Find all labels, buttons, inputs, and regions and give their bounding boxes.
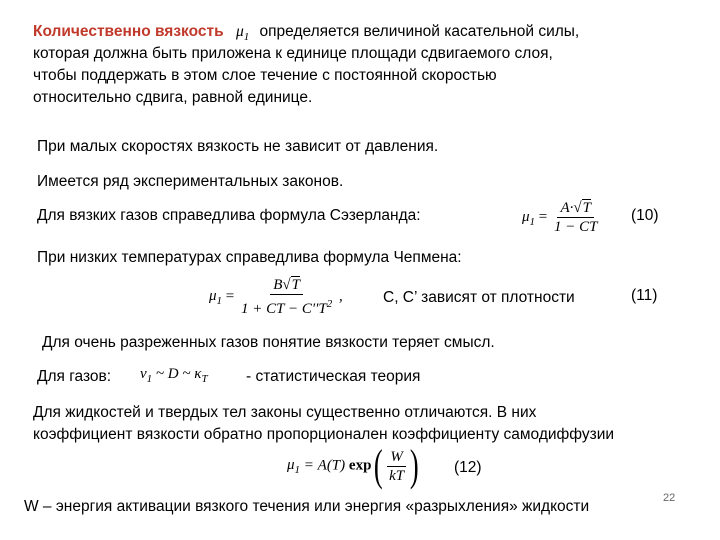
arrhenius-lhs (287, 457, 301, 477)
laws-statement: Имеется ряд экспериментальных законов. (37, 173, 344, 190)
rarefied-statement: Для очень разреженных газов понятие вязкости теряет смысл. (42, 334, 495, 351)
eq-number-12: (12) (454, 459, 482, 476)
chapman-den-main: 1 + CT − C′′T (241, 301, 327, 317)
gases-note: - статистическая теория (246, 368, 421, 385)
arrhenius-formula (287, 441, 422, 490)
sutherland-denominator: 1 − CT (554, 219, 598, 235)
gases-rel: ~ D ~ κ (152, 366, 202, 382)
intro-line-1-rest: определяется величиной касательной силы, (259, 23, 580, 40)
eq-number-11: (11) (631, 287, 658, 304)
sutherland-num-t: T (582, 200, 591, 216)
chapman-mu-sub: 1 (216, 295, 223, 308)
sutherland-lhs (522, 208, 536, 228)
arrhenius-numerator: W (387, 448, 406, 467)
chapman-lhs (209, 288, 223, 308)
sutherland-formula (522, 199, 600, 236)
chapman-fraction (238, 276, 335, 318)
chapman-denominator (238, 295, 335, 318)
sutherland-text: Для вязких газов справедлива формула Сэзерланда: (37, 207, 421, 224)
intro-line-3: чтобы поддержать в этом слое течение с постоянной скоростью (33, 67, 497, 84)
chapman-den-exp: 2 (326, 298, 333, 310)
intro-line-4: относительно сдвига, равной единице. (33, 89, 313, 106)
liquids-line-1: Для жидкостей и твердых тел законы существенно отличаются. В них (33, 404, 537, 421)
page-number: 22 (663, 492, 676, 504)
chapman-equals: = (225, 288, 235, 305)
chapman-text: При низких температурах справедлива формула Чепмена: (37, 249, 462, 266)
sutherland-mu-sub: 1 (529, 215, 536, 228)
chapman-comma: , (338, 288, 343, 305)
gases-relation (140, 366, 208, 385)
pressure-statement: При малых скоростях вязкость не зависит от давления. (37, 138, 439, 155)
sutherland-num-a: A· (560, 200, 574, 216)
sutherland-mu: μ (522, 208, 530, 225)
chapman-note: C, C’ зависят от плотности (383, 289, 575, 306)
arrhenius-mu: μ (287, 457, 295, 474)
liquids-line-2: коэффициент вязкости обратно пропорционален коэффициенту самодиффузии (33, 426, 615, 443)
intro-line-2: которая должна быть приложена к единице площади сдвигаемого слоя, (33, 45, 553, 62)
arrhenius-exp: exp (348, 457, 372, 474)
gases-label: Для газов: (37, 368, 112, 385)
chapman-numerator: B√T (270, 276, 303, 295)
chapman-num-t: T (291, 277, 300, 293)
arrhenius-mu-sub: 1 (294, 464, 301, 477)
mu-subscript: 1 (243, 31, 250, 44)
mu-letter: μ (235, 23, 244, 40)
arrhenius-rhs: = A(T) (303, 457, 346, 474)
arrhenius-fraction (386, 448, 407, 485)
nu-letter: ν (140, 366, 147, 382)
viscosity-term: Количественно вязкость (33, 23, 224, 40)
nu-sub: 1 (146, 373, 153, 385)
chapman-num-b: B (273, 277, 283, 293)
kappa-sub: T (201, 373, 208, 385)
right-paren: ) (409, 441, 419, 490)
sutherland-equals: = (538, 208, 548, 225)
footer-note: W – энергия активации вязкого течения или энергия «разрыхления» жидкости (24, 498, 590, 515)
mu-symbol (235, 23, 250, 44)
arrhenius-denominator: kT (389, 467, 405, 484)
chapman-formula (209, 276, 343, 318)
chapman-mu: μ (209, 288, 217, 305)
left-paren: ( (374, 441, 384, 490)
sutherland-fraction (551, 199, 600, 236)
sutherland-numerator: A·√T (557, 199, 594, 218)
eq-number-10: (10) (631, 207, 659, 224)
